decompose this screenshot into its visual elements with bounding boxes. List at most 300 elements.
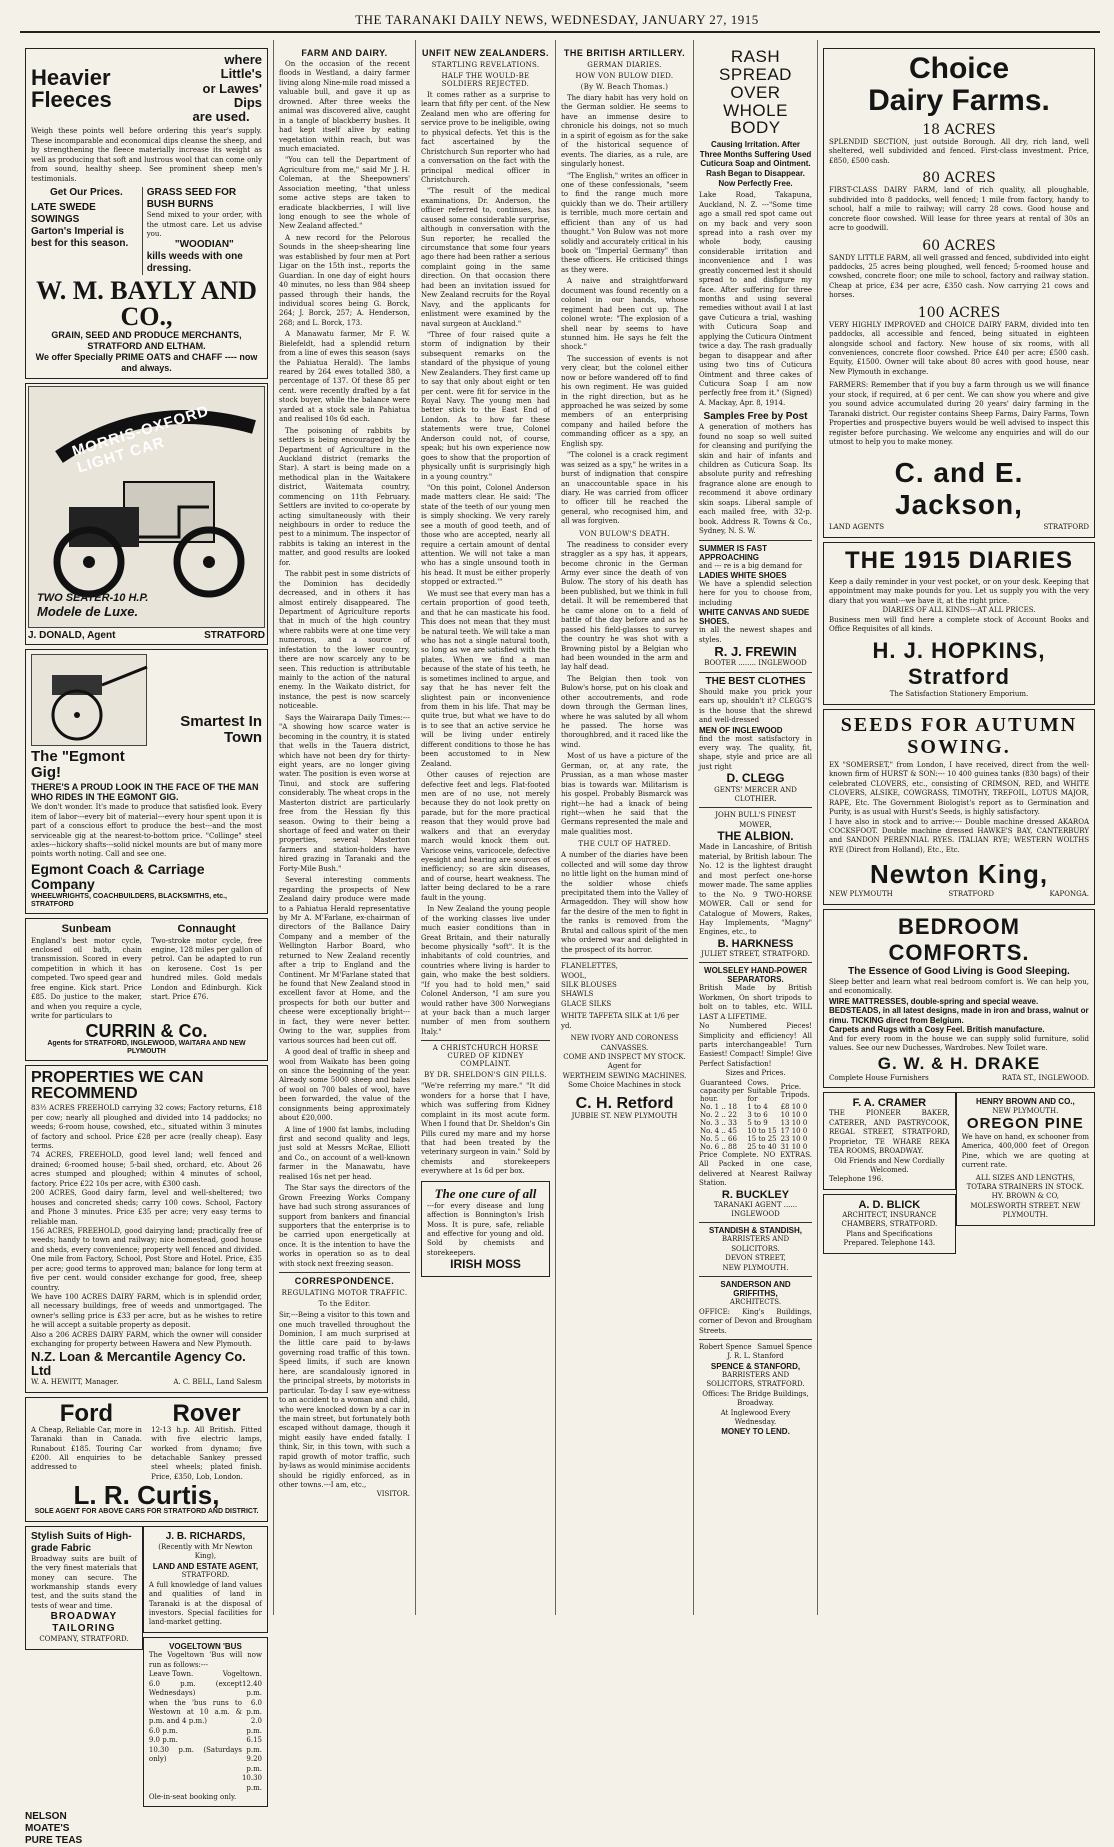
artillery-para-5: "The colonel is a crack regiment was seized as a spy," he writes in a burst of indignation that conspire an unaccountable space in his diary. He was carried from officer to officer till he reached the general, who recognised him, and all was forgiven. bbox=[561, 451, 688, 526]
farm-para-3: A new record for the Pelorous Sounds in the sheep-shearing line was established by four men at Port Ligar on the 15th inst., reports the Guardian. In one day of eight hours 40 minutes, no less than 984 sheep passed through their hands, the individual scores being G. Borck, 264; J. Borck, 257; A. Henderson, 268; and L. Borck, 173. bbox=[279, 233, 410, 327]
bus-body: The Vogeltown 'Bus will now run as follows:--- bbox=[148, 1651, 262, 1669]
sizes-cell: 10 to 15 bbox=[747, 1126, 777, 1135]
curtis-firm: L. R. Curtis, bbox=[73, 1480, 220, 1511]
cuticura-title1: RASH SPREAD bbox=[719, 47, 792, 84]
table-row bbox=[699, 1119, 812, 1127]
car-headline: MORRIS-OXFORD LIGHT CAR bbox=[70, 401, 212, 477]
newton-king-firm: Newton King, bbox=[869, 859, 1049, 890]
sizes-cell: 3 to 6 bbox=[747, 1110, 768, 1119]
property-item-6: Also a 206 ACRES DAIRY FARM, which the owner will consider exchanging for property between Hawera and New Plymouth. bbox=[31, 1330, 262, 1349]
richards-name: J. B. RICHARDS, bbox=[165, 1530, 246, 1542]
irish-moss-top: The one cure of all bbox=[434, 1185, 537, 1201]
gig-headline: The "Egmont Gig! bbox=[31, 747, 125, 782]
unfit-sub1: STARTLING REVELATIONS. bbox=[431, 61, 540, 69]
standish-sub: BARRISTERS AND SOLICITORS. bbox=[721, 1235, 790, 1253]
unfit-para-6: Other causes of rejection are defective feet and legs. Flat-footed men are of no use, not merely because they do not look pretty on parade, but for the more practical reason that they would prove bad walkers and that an everyday march would knock them out. Varicose veins, varicocele, defective eyesight and hearing are sources of inefficiency; so are skin diseases, and of course, heart weakness. The latter being declared to be a rare fault in the young. bbox=[421, 771, 550, 902]
bedroom-body: Sleep better and learn what real bedroom comfort is. We can help you, and economically. bbox=[829, 977, 1089, 996]
clothes-body: Should make you prick your ears up, shouldn't it? CLEGG'S is the house that the shrewd and well-dressed bbox=[699, 687, 812, 725]
richards-place: STRATFORD. bbox=[181, 1571, 230, 1580]
farm-para-1: On the occasion of the recent floods in Westland, a dairy farmer living along Nine-mile road missed a valuable bull, and gave it up as drowned. After three weeks the animal was discovered alive, caught in a tangle of blackberry bushes. It had kept itself alive by eating vegetation within reach, but was much emaciated. bbox=[279, 60, 410, 153]
buckley-sub: TARANAKI AGENT ...... INGLEWOOD bbox=[713, 1200, 798, 1219]
spence-money: MONEY TO LEND. bbox=[721, 1427, 790, 1437]
oregon-sizes: ALL SIZES AND LENGTHS, bbox=[975, 1173, 1075, 1182]
hopkins-sub: The Satisfaction Stationery Emporium. bbox=[889, 690, 1029, 699]
inglewood-body: find the most satisfactory in every way. The quality, fit, shape, style and price are all just right bbox=[699, 734, 812, 771]
brown2-name: HY. BROWN & CO, bbox=[991, 1192, 1060, 1201]
gig-firm-sub: WHEELWRIGHTS, COACHBUILDERS, BLACKSMITHS, etc., STRATFORD bbox=[31, 892, 228, 908]
unfit-para-1: It comes rather as a surprise to learn that fifty per cent. of the New Zealand men who are offering for service prove to be ineligible, owing to physical defects. Yet this is the fact ascertained by the Christchurch Sun reporter who had a conversation on the fact with the principal medical officer in Christchurch. bbox=[421, 91, 550, 184]
jackson-ad bbox=[823, 48, 1095, 538]
table-row bbox=[699, 1143, 812, 1151]
newton-left: NEW PLYMOUTH bbox=[829, 890, 893, 899]
retford-ivory: NEW IVORY AND CORONESS CANVASSES. bbox=[570, 1034, 679, 1052]
artillery-para-3: A naive and straightforward document was found recently on a colonel in our hands, whose regiment had been cut up. The colonel wrote: "The explosion of a shell near by seems to have stunned him. He says he felt the shock." bbox=[561, 277, 688, 352]
bus-time-left-5: 10.30 p.m. (Saturdays only) bbox=[148, 1745, 242, 1764]
jackson-firm: C. and E. Jackson, bbox=[894, 457, 1024, 521]
fleeces-prices: Get Our Prices. bbox=[49, 187, 123, 199]
fleeces-ad bbox=[25, 48, 268, 379]
inglewood-title: MEN OF INGLEWOOD bbox=[699, 725, 783, 735]
artillery-para-2: "The English," writes an officer in one of these confessionals, "seem to find the range much more quickly than we do. Their artillery is terrible, much more certain and efficient than any of us had thought." Von Bulow was not more solidly and accurately critical in his book on "Imperial Germany" than these officers. He criticised things as they were. bbox=[561, 171, 688, 274]
broadway-sub: COMPANY, STRATFORD. bbox=[39, 1635, 129, 1644]
nelson-line3: PURE TEAS bbox=[25, 1835, 83, 1847]
canvas-body: in all the newest shapes and styles. bbox=[699, 626, 812, 644]
broadway-headline: Stylish Suits of High-grade Fabric bbox=[31, 1530, 132, 1554]
mower-top: JOHN BULL'S FINEST MOWER, bbox=[715, 811, 796, 829]
retford-agent: Agent for bbox=[607, 1062, 642, 1071]
fabric-1: FLANELETTES, bbox=[561, 962, 618, 971]
bus-time-left-1: 6.0 p.m. (except Wednesdays) bbox=[148, 1679, 242, 1698]
farm-dairy-article bbox=[279, 60, 410, 1269]
ford-rover-ad bbox=[25, 1397, 268, 1522]
rover-body: 12-13 h.p. All British. Fitted with five electric lamps, worked from dynamo; five detachable Sankey pressed steel wheels; plated finish. Price, £350, Lob, London. bbox=[151, 1425, 262, 1481]
spence-sub: BARRISTERS AND SOLICITORS, STRATFORD. bbox=[706, 1370, 805, 1389]
bus-time-right-3: 2.0 p.m. bbox=[246, 1717, 262, 1735]
sizes-cell: 25 to 40 bbox=[747, 1142, 777, 1151]
farm-body-4: VERY HIGHLY IMPROVED and CHOICE DAIRY FARM, divided into ten paddocks, all accessible and fenced, being situated in eighteen alongside school and factory. New house of six rooms, with all conveniences, concrete floor cowshed. Price £40 per acre; £500 cash. Equity, £1500. Owner will take about 80 acres with good house, near New Plymouth in exchange. bbox=[829, 320, 1089, 376]
properties-ad bbox=[25, 1065, 268, 1392]
artillery-para-1: The diary habit has very hold on the German soldier. He seems to have an immense desire to chronicle his doings, not so much in a spirit of egoism as for the sake of the historical sequence of events. The diaries, as a rule, are singularly honest. bbox=[561, 94, 688, 169]
separator-complete: Price Complete. NO EXTRAS. All Packed in one case, delivered at Nearest Railway Station. bbox=[699, 1150, 812, 1188]
sizes-cell: 1 to 4 bbox=[747, 1102, 768, 1111]
artillery-sub2: HOW VON BULOW DIED. bbox=[575, 72, 674, 80]
horse-cure-body: "We're referring my mare." "It did wonders for a horse that I have, which was suffering from Kidney complaint in its most acute form. When I found that Dr. Sheldon's Gin Pills cured my mare and my horse that had been treated by the veterinary surgeon in vain." Sold by chemists and storekeepers everywhere at 1s 6d per box. bbox=[421, 1082, 550, 1176]
artillery-byline: (By W. Beach Thomas.) bbox=[580, 83, 669, 91]
drake-sub-left: Complete House Furnishers bbox=[829, 1073, 929, 1082]
sizes-head-3: Price. Tripods. bbox=[780, 1082, 810, 1099]
artillery-para-4: The succession of events is not very clear, but the colonel either now or before wandered off to find his own regiment. He was guided in the right direction, but as he approached he was seized by some members of an enterprising company and hailed before the commanding officer as a spy, an English spy. bbox=[561, 354, 688, 448]
masthead-title: THE TARANAKI DAILY NEWS, WEDNESDAY, JANUARY 27, 1915 bbox=[355, 12, 759, 27]
fleeces-grass: GRASS SEED FOR BUSH BURNS bbox=[146, 187, 237, 211]
masthead-rule bbox=[20, 31, 1100, 33]
cramer-phone: Telephone 196. bbox=[829, 1175, 884, 1184]
car-place: STRATFORD bbox=[204, 629, 265, 641]
property-item-3: 200 ACRES, Good dairy farm, level and well-sheltered; two houses and concreted sheds; carry 100 cows. School, Factory and Phone 3 minutes. Price £35 per acre; very easy terms to reliable man. bbox=[31, 1189, 262, 1226]
bedroom-sub: The Essence of Good Living is Good Sleeping. bbox=[848, 965, 1070, 977]
currin-agents: Agents for STRATFORD, INGLEWOOD, WAITARA AND NEW PLYMOUTH bbox=[47, 1039, 246, 1055]
ford-body: A Cheap, Reliable Car, more in Taranaki than in Canada. Runabout £185. Touring Car £200. All enquiries to be addressed to bbox=[31, 1425, 142, 1472]
farm-dairy-title: FARM AND DAIRY. bbox=[301, 48, 388, 58]
retford-firm-sub: JUBBIE ST. NEW PLYMOUTH bbox=[571, 1112, 678, 1121]
cuticura-samples-title: Samples Free by Post bbox=[703, 411, 808, 423]
cramer-sub: THE PIONEER BAKER, CATERER, AND PASTRYCOOK, REGAL STREET, STRATFORD, Proprietor, TE WHARE REKA TEA ROOMS, BROADWAY. bbox=[829, 1109, 950, 1156]
bus-vog: Vogeltown. bbox=[222, 1670, 262, 1679]
summer-2: APPROACHING bbox=[699, 552, 760, 562]
farm-para-2: "You can tell the Department of Agriculture from me," said Mr J. H. Coleman, at the Sheepowners' Association meeting, "that unless some active steps are taken to eradicate blackberries, I will live long enough to see the whole of New Zealand affected." bbox=[279, 156, 410, 231]
horse-cure-sub: BY DR. SHELDON'S GIN PILLS. bbox=[424, 1071, 547, 1080]
farm-para-8: Several interesting comments regarding the prospects of New Zealand dairy produce were made to a Pahiatua Herald representative by Mr A. M'Farlane, ex-chairman of directors of the Ballance Dairy Company and a member of the Wellington Harbor Board, who returned to New Zealand recently after a trip to England and the Continent. Mr M'Farlane stated that he found that New Zealand stood in excellent favor at Home, and the prospects for both our butter and cheese were exceptionally bright---in fact, they were never better. Owing to the war, supplies from various sources had been cut off. bbox=[279, 876, 410, 1045]
column-5 bbox=[694, 40, 818, 1615]
nelson-ad bbox=[25, 1811, 268, 1847]
connaught-body: Two-stroke motor cycle, free engine, 128 miles per gallon of petrol. Can be adapted to run on kerosene. Cost 1s per hundred miles. Gold medals London and Edinburgh. Kick start. Price £76. bbox=[151, 936, 262, 1002]
jackson-sub-left: LAND AGENTS bbox=[829, 523, 885, 532]
sizes-head-1: Guaranteed capacity per hour. bbox=[700, 1078, 744, 1103]
gig-ad bbox=[25, 649, 268, 915]
diaries-body: Keep a daily reminder in your vest pocket, or on your desk. Keeping that appointment may make pounds for you. Let us supply you with the very diary that you want---we have it, at the right price. bbox=[829, 577, 1089, 605]
sizes-head-2: Cows. Suitable for bbox=[747, 1078, 777, 1103]
richards-title: LAND AND ESTATE AGENT, bbox=[152, 1561, 259, 1571]
seeds-title2: SOWING. bbox=[907, 735, 1011, 758]
property-item-4: 156 ACRES, FREEHOLD, good dairying land; practically free of weeds; handy to town and railway; nice homestead, good house and sheds, every convenience; property well fenced and divided. One mile from Factory, School, Post Store and Hotel. Price, £35 per acre; good terms to approved man; balance for long term at five per cent. would consider exchange for good, free, sheep country. bbox=[31, 1226, 262, 1292]
ladies-shoes: LADIES WHITE SHOES bbox=[699, 570, 787, 580]
curtis-sub: SOLE AGENT FOR ABOVE CARS FOR STRATFORD AND DISTRICT. bbox=[34, 1508, 259, 1516]
separator-notes: No Numbered Pieces! Simplicity and efficiency! All parts interchangeable! Turn Easiest! Compact! Simple! Give Perfect Satisfaction! bbox=[699, 1022, 812, 1068]
oregon-totara: TOTARA STRAINERS IN STOCK. bbox=[966, 1182, 1085, 1191]
sizes-cell: No. 6 .. 88 bbox=[700, 1142, 737, 1151]
property-item-1: 83½ ACRES FREEHOLD carrying 32 cows; Factory returns, £18 per cow; nearly all ploughed and divided into 14 paddocks; no weeds; 6-room house, cowshed, etc., situated within 3 minutes of factory and school. Price £28 per acre (really cheap). Easy terms. bbox=[31, 1104, 262, 1151]
brown2-sub: MOLESWORTH STREET. NEW PLYMOUTH. bbox=[970, 1201, 1081, 1220]
cuticura-sub: Causing Irritation. After Three Months Suffering Used Cuticura Soap and Ointment. Rash Began to Disappear. Now Perfectly Free. bbox=[699, 140, 812, 188]
von-bulow-para-3: Most of us have a picture of the German, or, at any rate, the Prussian, as a man whose master bias is towards war. Militarism is his gospel. Probably Bismarck was right---he had a knack of being right---when he said that the Germans represented the male and male qualities most. bbox=[561, 752, 688, 836]
sizes-cell: £8 10 0 bbox=[780, 1102, 808, 1111]
bus-time-left-4: 9.0 p.m. bbox=[148, 1736, 178, 1745]
seeds-arrive: I have also in stock and to arrive:--- Double machine dressed AKAROA COCKSFOOT. Double machine dressed HAWKE'S BAY, CANTERBURY and SANDON PERENNIAL RYES. ITALIAN RYE; WESTERN WOLTHS RYE (Direct from Holland), Etc., Etc. bbox=[829, 817, 1089, 854]
brown-name: HENRY BROWN AND CO., bbox=[975, 1097, 1075, 1107]
fleeces-garton: Garton's Imperial is best for this season. bbox=[31, 226, 129, 250]
table-row bbox=[699, 1135, 812, 1143]
fabric-4: SHAWLS bbox=[561, 990, 594, 999]
farm-para-5: The poisoning of rabbits by settlers is being encouraged by the Department of Agriculture in the Auckland district (remarks the Star). A start is being made on a methodical plan in the Waitakere district, Waitemata country, commencing on 11th February. Settlers are invited to co-operate by acting simultaneously with their neighbours in order to reduce the pest to a minimum. The inspector of rabbits is taking an interest in the matter, and good results are looked for. bbox=[279, 426, 410, 567]
choice-title2: Dairy Farms. bbox=[868, 83, 1050, 117]
nz-loan-manager: W. A. HEWITT, Manager. bbox=[31, 1378, 119, 1387]
cramer-patrons: Old Friends and New Cordially Welcomed. bbox=[834, 1156, 945, 1174]
unfit-title: UNFIT NEW ZEALANDERS. bbox=[422, 48, 549, 58]
retford-inspect: COME AND INSPECT MY STOCK. bbox=[563, 1053, 686, 1061]
farm-body-1: SPLENDID SECTION, just outside Borough. All dry, rich land, well sheltered, well subdivided and fenced. First-class investment. Price, £850, £500 cash. bbox=[829, 138, 1089, 165]
brown-ad bbox=[956, 1092, 1095, 1225]
retford-ad bbox=[561, 962, 688, 1122]
connaught-title: Connaught bbox=[177, 923, 236, 936]
column-3 bbox=[416, 40, 556, 1615]
ladies-body: We have a splendid selection here for you to choose from, including bbox=[699, 579, 812, 607]
bus-time-right-1: 12.40 p.m. bbox=[241, 1679, 262, 1698]
car-illustration bbox=[28, 386, 265, 628]
bedroom-bedsteads: BEDSTEADS, in all latest designs, made in iron and brass, walnut or rimu. TICKING direct from Belgium. bbox=[829, 1006, 1089, 1025]
bus-time-right-4: 6.15 p.m. bbox=[246, 1736, 262, 1754]
seeds-title1: SEEDS FOR AUTUMN bbox=[840, 713, 1078, 736]
sizes-cell: 23 10 0 bbox=[780, 1134, 808, 1143]
spence-right: Samuel Spence bbox=[757, 1342, 812, 1351]
bus-sign: Ole-in-seat booking only. bbox=[148, 1792, 237, 1801]
fleeces-tag1: where Little's bbox=[220, 52, 262, 82]
broadway-ad bbox=[25, 1526, 143, 1650]
ford-title: Ford bbox=[59, 1399, 114, 1427]
sizes-cell: No. 2 .. 22 bbox=[700, 1110, 737, 1119]
retford-firm: C. H. Retford bbox=[575, 1094, 674, 1112]
albion-title: THE ALBION. bbox=[717, 829, 794, 844]
oregon-title: OREGON PINE bbox=[966, 1115, 1084, 1133]
seeds-body: EX "SOMERSET," from London, I have received, direct from the well-known firm of HURST & SON:--- 10 400 guinea tanks (830 bags) of their celebrated CLOVERS, etc., consisting of CRIMSON, RED, and WHITE CLOVERS, ALSIKE, COWGRASS, TIMOTHY, TREFOIL, LOTUS MAJOR, RAPE, Etc. The Government Biologist's report as to Germination and Purity, is as usual with Hurst's Seeds, is highly satisfactory. bbox=[829, 760, 1089, 817]
cycles-ad bbox=[25, 918, 268, 1061]
farm-para-11: The Star says the directors of the Grown Freezing Works Company have had such strong assurances of support from bankers and financial supporters that the enterprise is to be carried upon energetically at once. It is the intention to have the works in operation so as to deal with stock next freezing season. bbox=[279, 1184, 410, 1268]
farm-para-4: A Manawatu farmer, Mr F. W. Bielefeldt, had a splendid return from a line of ewes this season (says the Pahiatua Herald). The lambs reared by 264 ewes totalled 380, a percentage of 137. Of these 85 per cent. were recently drafted by a fat stock buyer, while the balance were yarded at a stock sale in Pahiatua and realised 10s 6d each. bbox=[279, 330, 410, 424]
newton-king-ad bbox=[823, 709, 1095, 905]
bus-time-left-3: 6.0 p.m. bbox=[148, 1726, 178, 1735]
irish-moss-body: ---for every disease and lung affection is Bonnington's Irish Moss. It is pure, safe, reliable and effective for young and old. Sold by chemists and storekeepers. bbox=[427, 1201, 544, 1257]
farm-size-4: 100 ACRES bbox=[917, 304, 1001, 321]
frewin-sub: BOOTER ........ INGLEWOOD bbox=[704, 659, 807, 668]
properties-headline: PROPERTIES WE CAN RECOMMEND bbox=[31, 1069, 204, 1103]
drake-sub-right: RATA ST., INGLEWOOD. bbox=[1001, 1073, 1089, 1082]
fleeces-tag2: or Lawes' Dips bbox=[202, 80, 262, 110]
bus-time-right-2: 6.0 p.m. bbox=[246, 1698, 262, 1717]
sizes-cell: No. 1 .. 18 bbox=[700, 1102, 737, 1111]
bus-time-right-5: 9.20 p.m. bbox=[246, 1755, 262, 1773]
standish-name: STANDISH & STANDISH, bbox=[708, 1226, 803, 1236]
blick-sub: ARCHITECT, INSURANCE CHAMBERS, STRATFORD. bbox=[841, 1210, 938, 1229]
irish-moss-brand: IRISH MOSS bbox=[450, 1257, 521, 1272]
artillery-sub1: GERMAN DIARIES. bbox=[587, 61, 662, 69]
unfit-para-2: "The result of the medical examinations, Dr. Anderson, the officer referred to, continues, has caused some considerable surprise, although in conversation with the Sun reporter, he recalled the circumstance that some four years ago there had been rather a serious complaint going in the same direction. On that occasion there had been an invitation issued for New Zealand recruits for the Royal Navy, and the applicants for enlistment were examined by the naval surgeon at Auckland." bbox=[421, 187, 550, 328]
retford-wertheim: WERTHEIM SEWING MACHINES. bbox=[562, 1071, 687, 1080]
von-bulow-title: VON BULOW'S DEATH. bbox=[579, 529, 670, 538]
hatred-title: THE CULT OF HATRED. bbox=[578, 840, 671, 849]
fleeces-body: Weigh these points well before ordering this year's supply. These incomparable and economical dips cleanse the sheep, and by strengthening the fleece materially increase its weight as well as producing that soft and lustrous wool that can come only from sound, healthy sheep. See prominent sheep men's testimonials. bbox=[31, 127, 262, 183]
spence-left: Robert Spence bbox=[699, 1342, 752, 1351]
cramer-name: F. A. CRAMER bbox=[852, 1097, 927, 1110]
correspondence-body: Sir,---Being a visitor to this town and one much travelled throughout the Dominion, I am much surprised at the little care paid to by-laws governing road traffic of this town. Speed limits, if such are known here, are scandalously ignored in the principal streets, by motorists in particular. To-day I saw eye-witness to an accident to a woman and child, who were knocked down by a car in the main street, but fortunately both escaped without damage, though it might easily have ended fatally. I think, Sir, in this town, with such a rapid growth of motor traffic, such by-laws as would minimise accidents should be rigidly enforced, as in other towns.---I am, etc., bbox=[279, 1311, 410, 1489]
drake-firm: G. W. & H. DRAKE bbox=[877, 1053, 1041, 1073]
standish-place: NEW PLYMOUTH. bbox=[722, 1263, 789, 1272]
artillery-title: THE BRITISH ARTILLERY. bbox=[563, 48, 686, 58]
bayly-firm: W. M. BAYLY AND CO., bbox=[36, 276, 257, 332]
blick-name: A. D. BLICK bbox=[858, 1198, 921, 1211]
correspondence-to: To the Editor. bbox=[318, 1300, 371, 1309]
drake-ad bbox=[823, 909, 1095, 1089]
von-bulow-para-2: The Belgian then took von Bulow's horse, put on his cloak and other accoutrements, and rode down through the German lines, where he was saluted by all whom he passed. The horse was thoroughbred, and it raced like the wind. bbox=[561, 674, 688, 749]
farm-body-2: FIRST-CLASS DAIRY FARM, land of rich quality, all ploughable, subdivided into 8 paddocks, well fenced; 1 mile from factory, handy to school, half a mile to railway; will carry 28 cows. Good house and concrete floor cowshed. Will lease for three years at rental of 30s an acre to goodwill. bbox=[829, 186, 1089, 233]
diaries-kinds: DIARIES OF ALL KINDS---AT ALL PRICES. bbox=[882, 606, 1036, 615]
clegg-name: D. CLEGG bbox=[726, 771, 785, 786]
griffiths-office: OFFICE: King's Buildings, corner of Devon and Brougham Streets. bbox=[699, 1307, 812, 1335]
bus-title: VOGELTOWN 'BUS bbox=[169, 1641, 242, 1651]
newton-mid: STRATFORD bbox=[948, 890, 994, 899]
sizes-cell: 15 to 25 bbox=[747, 1134, 777, 1143]
property-item-5: We have 100 ACRES DAIRY FARM, which is in splendid order, all necessary buildings, free of weeds and unmortgaged. The owner's selling price is £33 per acre, but as he wishes to retire he will accept a suitable property as deposit. bbox=[31, 1293, 262, 1330]
retford-taffeta: WHITE TAFFETA SILK at 1/6 per yd. bbox=[561, 1012, 680, 1030]
fabric-2: WOOL, bbox=[561, 971, 587, 980]
choice-title1: Choice bbox=[908, 52, 1010, 85]
bus-ad bbox=[143, 1637, 268, 1808]
currin-firm: CURRIN & Co. bbox=[85, 1020, 208, 1041]
fleeces-woodian: "WOODIAN" bbox=[174, 239, 234, 251]
bedroom-wire: WIRE MATTRESSES, double-spring and special weave. bbox=[829, 996, 1039, 1006]
table-row bbox=[699, 1111, 812, 1119]
sunbeam-body: England's best motor cycle, enclosed oil bath, chain transmission. Scored in every competition in which it has competed. Two speed gear and free engine. Kick start. Price £85. Do justice to the maker, and when you require a cycle, write for particulars to bbox=[31, 936, 142, 1021]
gig-slogan2: THERE'S A PROUD LOOK IN THE FACE OF THE MAN WHO RIDES IN THE EGMONT GIG. bbox=[31, 781, 259, 803]
farm-para-9: A good deal of traffic in sheep and wool from Waikato has been going on since the beginning of the year. Already some 5000 sheep and bales of wool on 700 bales of wool, have been forwarded, the value of the consignments being approximately about £20,000. bbox=[279, 1048, 410, 1123]
nelson-line1: NELSON bbox=[25, 1811, 67, 1823]
spence-mid: J. R. L. Stanford bbox=[727, 1352, 784, 1361]
sizes-cell: 31 10 0 bbox=[780, 1142, 808, 1151]
spence-offices: Offices: The Bridge Buildings, Broadway. bbox=[702, 1389, 809, 1408]
richards-sub: (Recently with Mr Newton King), bbox=[158, 1542, 253, 1561]
farm-size-2: 80 ACRES bbox=[922, 170, 996, 187]
column-6 bbox=[818, 40, 1100, 1615]
car-caption1: TWO SEATER-10 H.P. bbox=[37, 591, 149, 604]
sizes-cell: No. 4 .. 45 bbox=[700, 1126, 737, 1135]
frewin-name: R. J. FREWIN bbox=[714, 644, 797, 660]
cuticura-title2: OVER WHOLE BODY bbox=[723, 82, 788, 138]
irish-moss-ad bbox=[421, 1181, 550, 1277]
gig-firm: Egmont Coach & Carriage Company bbox=[31, 860, 205, 893]
harkness-name: B. HARKNESS bbox=[717, 937, 794, 950]
retford-wertheim-sub: Some Choice Machines in stock bbox=[568, 1081, 681, 1090]
cramer-ad bbox=[823, 1092, 956, 1190]
richards-ad bbox=[143, 1526, 268, 1633]
spence-note: At Inglewood Every Wednesday. bbox=[720, 1408, 791, 1427]
table-row bbox=[699, 1127, 812, 1135]
artillery-article bbox=[561, 94, 688, 527]
bus-time-left-2: when the 'bus runs to Westown at 10 a.m. & p.m. and 4 p.m.) bbox=[148, 1698, 242, 1726]
hopkins-ad bbox=[823, 542, 1095, 705]
summer-1: SUMMER IS FAST bbox=[699, 543, 768, 553]
sizes-cell: 13 10 0 bbox=[780, 1118, 808, 1127]
bus-time-right-6: 10.30 p.m. bbox=[241, 1774, 262, 1792]
von-bulow-article bbox=[561, 541, 688, 838]
harkness-sub: JULIET STREET, STRATFORD. bbox=[701, 949, 810, 958]
car-ad bbox=[25, 383, 268, 645]
bus-leave: Leave Town. bbox=[148, 1670, 194, 1679]
broadway-firm: BROADWAY TAILORING bbox=[50, 1611, 118, 1635]
unfit-para-4: "On this point, Colonel Anderson made matters clear. He said: 'The state of the teeth of our young men is simply shocking. We very rarely see a mouth of good teeth, and of those who are accepted, nearly all require a certain amount of dental attention. We will not take a man who has a single unsound tooth in his head. It must be either properly stopped or extracted.'" bbox=[421, 483, 550, 587]
hatred-body: A number of the diaries have been collected and will some day throw no little light on the human mind of the soldier whose chiefs precipitated them into the Valley of Armageddon. They will show how far the desire of the men to fight in the ranks is removed from the Brutal and callous spirit of the men who ordered war and delighted in the prospect of its horror. bbox=[561, 851, 688, 954]
fabric-5: GLACE SILKS bbox=[561, 999, 612, 1008]
blick-ad bbox=[823, 1194, 956, 1254]
sizes-cell: No. 5 .. 66 bbox=[700, 1134, 737, 1143]
rover-title: Rover bbox=[172, 1399, 241, 1427]
separator-title: WOLSELEY HAND-POWER SEPARATORS. bbox=[704, 966, 807, 985]
gig-drawing bbox=[32, 655, 152, 745]
diaries-business: Business men will find here a complete stock of Account Books and Office Requisites of all kinds. bbox=[829, 615, 1089, 633]
correspondence-sign: VISITOR. bbox=[376, 1490, 410, 1499]
oregon-body: We have on hand, ex schooner from America, 400,000 feet of Oregon Pine, which we are quoting at current rate. bbox=[961, 1132, 1089, 1170]
unfit-sub2: HALF THE WOULD-BE SOLDIERS REJECTED. bbox=[441, 72, 530, 88]
car-caption2: Modele de Luxe. bbox=[37, 603, 139, 619]
farm-para-6: The rabbit pest in some districts of the Dominion has decidedly decreased, and in others it has almost entirely disappeared. The Department of Agriculture reports that in much of the high country where rabbits were at one time very numerous, and a source of infestation to the lower country, there are now scarcely any to be seen. This reduction is attributable mainly to the action of the natural enemy. In the Waikato district, for instance, the pest is now scarcely noticeable. bbox=[279, 570, 410, 711]
correspondence-title: CORRESPONDENCE. bbox=[294, 1276, 395, 1287]
sizes-cell: 10 10 0 bbox=[780, 1110, 808, 1119]
fleeces-grass-body: Send mixed to your order, with the utmost care. Let us advise you. bbox=[146, 211, 262, 238]
nz-loan-salesman: A. C. BELL, Land Salesm bbox=[173, 1378, 262, 1387]
spence-firm: SPENCE & STANFORD, bbox=[710, 1361, 801, 1371]
bayly-offer: We offer Specially PRIME OATS and CHAFF ---- now and always. bbox=[35, 352, 258, 373]
bedroom-carpets: Carpets and Rugs with a Cosy Feel. British manufacture. bbox=[829, 1025, 1045, 1035]
sizes-cell: 17 10 0 bbox=[780, 1126, 808, 1135]
griffiths-sub: ARCHITECTS. bbox=[729, 1298, 782, 1307]
bayly-sub: GRAIN, SEED AND PRODUCE MERCHANTS, STRATFORD AND ELTHAM. bbox=[51, 330, 242, 352]
gig-illustration bbox=[31, 654, 147, 746]
richards-body: A full knowledge of land values and qualities of land in Taranaki is at the disposal of investors. Special facilities for land-market getting. bbox=[148, 1580, 262, 1627]
unfit-article bbox=[421, 91, 550, 1037]
farm-size-3: 60 ACRES bbox=[922, 237, 996, 254]
von-bulow-para-1: The readiness to consider every straggler as a spy has, it appears, become chronic in the German Army ever since the death of von Bulow. The story of his death has been published, but we think in full detail. It will be remembered that he came alone on to a field of battle of the day before and as he passed his field-glasses to survey the country he was shot with a Browning pistol by a Belgian who had been wounded in the arm and lay half dead. bbox=[561, 540, 688, 672]
cuticura-body: Lake Road, Takapuna, Auckland, N. Z. ---"Some time ago a small red spot came out on my back and very soon spread into a rash over my whole body, causing considerable irritation and inconvenience and I was greatly concerned lest it should spread to and disfigure my face. After suffering for three months and using several remedies without avail I at last gave Cuticura a trial, washing with Cuticura Soap and applying the Cuticura Ointment twice a day. The rash gradually began to disappear and after using two tins of Cuticura Ointment and three cakes of Cuticura Soap I am now perfectly free from it." (Signed) A. Mackay, Apr. 8, 1914. bbox=[699, 191, 812, 407]
horse-cure-title: A CHRISTCHURCH HORSE CURED OF KIDNEY COMPLAINT. bbox=[432, 1044, 539, 1069]
buckley-name: R. BUCKLEY bbox=[721, 1188, 790, 1201]
fleeces-tag3: are used. bbox=[192, 109, 250, 125]
sizes-cell: 5 to 9 bbox=[747, 1118, 768, 1127]
albion-body: Made in Lancashire, of British material, by British labour. The No. 12 is the lightest draught and most perfect one-horse mower made. The same applies to the No. 9 TWO-HORSE MOWER. Call or send for Catalogue of Mowers, Rakes, Hay Implements, "Magny" Engines, etc., to bbox=[699, 843, 812, 937]
separator-sizes-title: Sizes and Prices. bbox=[725, 1069, 786, 1078]
bedroom-carpets-body: And for every room in the house we can supply solid furniture, solid values. See our new Duchesses, Wardrobes. New Toilet ware. bbox=[829, 1034, 1089, 1053]
fleeces-headline: Heavier Fleeces bbox=[31, 64, 112, 112]
bedroom-title: BEDROOM COMFORTS. bbox=[888, 913, 1030, 965]
farm-para-10: A line of 1900 fat lambs, including first and second quality and legs, just sold at Messrs McRae, Elliott and Co., on account of a well-known farmer in the Manawatu, have realised 16s net per head. bbox=[279, 1125, 410, 1181]
car-agent: J. DONALD, Agent bbox=[28, 629, 116, 641]
sizes-cell: No. 3 .. 33 bbox=[700, 1118, 737, 1127]
correspondence-sub: REGULATING MOTOR TRAFFIC. bbox=[281, 1289, 408, 1298]
unfit-para-5: We must see that every man has a certain proportion of good teeth, and that he can masticate his food. This does not mean that they must be natural teeth. We will take a man who has not a single natural tooth, so long as we are satisfied with the plates. When we find a man because of the state of his teeth, he is sometimes inclined to argue, and say that he has never felt the slightest pain or inconvenience from them in his life. That may be quite true, but what we have to do is to see that an active service he will be living under entirely different conditions to those he has been accustomed to in New Zealand. bbox=[421, 589, 550, 768]
clothes-title: THE BEST CLOTHES bbox=[705, 675, 806, 687]
clegg-sub: GENTS' MERCER AND CLOTHIER. bbox=[714, 785, 797, 803]
unfit-para-3: "Three of four raised quite a storm of indignation by their subsequent remarks on the standard of the physique of young New Zealanders. They first came up to say that only about eight or ten per cent. were fit for service in the Royal Navy. The young men had better stick to the East End of London. As to how far these statements were true, Colonel Anderson could not, of course, speak; but his own experience now goes to show that the proportion of physically unfit is surprisingly high in a young country." bbox=[421, 330, 550, 481]
unfit-para-7: In New Zealand the young people of the working classes live under much easier conditions than in Great Britain, and their naturally become physically "soft". It is the inhabitants of cold countries, and countries where living is harder to gain, who make the best soldiers. "If you had to hold men," said Colonel Anderson, "I am sure you would rather have 300 Norwegians at your back than a much larger number of men from southern Italy." bbox=[421, 905, 550, 1036]
griffiths-name: SANDERSON AND GRIFFITHS, bbox=[720, 1280, 791, 1299]
farm-body-3: SANDY LITTLE FARM, all well grassed and fenced, subdivided into eight paddocks, 25 acres being ploughed, well fenced; 5-roomed house and cowshed, concrete floor; one mile to school, factory and railway station. Cheap at price, £34 per acre, £350 cash. Now carrying 21 cows and horses. bbox=[829, 253, 1089, 300]
broadway-body: Broadway suits are built of the very finest materials that money can secure. The workmanship stands every test, and the suits stand the tests of wear and time. bbox=[31, 1554, 137, 1610]
newton-right: KAPONGA. bbox=[1049, 890, 1089, 899]
column-4 bbox=[556, 40, 694, 1615]
blick-plans: Plans and Specifications Prepared. Telephone 143. bbox=[843, 1229, 936, 1248]
fabric-3: SILK BLOUSES bbox=[561, 980, 617, 989]
nz-loan-firm: N.Z. Loan & Mercantile Agency Co. Ltd bbox=[31, 1348, 246, 1378]
brown-place: NEW PLYMOUTH. bbox=[992, 1106, 1059, 1115]
jackson-farmers: FARMERS: Remember that if you buy a farm through us we will finance your stock, if required, at 6 per cent. We can show you where and give you sound advice accumulated during 20 years' dairy farming in the Taranaki district. Our register contains Sheep Farms, Dairy Farms, Town Properties and prospective buyers would be well advised to inspect this register before purchasing. We welcome any enquiries and will do our utmost to help you to make money. bbox=[829, 381, 1089, 446]
masthead bbox=[0, 0, 1114, 34]
sunbeam-title: Sunbeam bbox=[61, 923, 112, 936]
separator-body: British Made by British Workmen, On short tripods to bolt on to tables, etc. WILL LAST A LIFETIME. bbox=[699, 984, 812, 1021]
gig-slogan1: Smartest In Town bbox=[180, 712, 262, 747]
fleeces-woodian-body: kills weeds with one dressing. bbox=[146, 251, 243, 275]
hopkins-firm: H. J. HOPKINS, Stratford bbox=[872, 638, 1046, 690]
column-2 bbox=[274, 40, 416, 1615]
cuticura-samples-body: A generation of mothers has found no soap so well suited for cleansing and purifying the skin and hair of infants and children as Cuticura Soap. Its absolute purity and refreshing fragrance alone are enough to recommend it above ordinary skin soaps. Liberal sample of each mailed free, with 32-p. book. Address R. Towns & Co., Sydney, N. S. W. bbox=[699, 423, 812, 536]
standish-street: DEVON STREET, bbox=[725, 1254, 786, 1263]
nelson-line2: MOATE'S bbox=[25, 1823, 70, 1835]
jackson-sub-right: STRATFORD bbox=[1043, 523, 1089, 532]
fleeces-swede: LATE SWEDE SOWINGS bbox=[31, 202, 96, 226]
farm-para-7: Says the Wairarapa Daily Times:---"A showing how scarce water is becoming in the country, it is stated that wells in the Tauera district, which have not been dry for thirty-eight years, are no longer giving water. The position is even worse at Tinui, and stock are suffering considerably. The wheat crops in the Masterton district are particularly free from the Hessian fly this season. Owing to their being a shortage of feed and water on their properties, several Masterton farmers and station-holders have hired grazing in Taranaki and the Forty-Mile Bush." bbox=[279, 713, 410, 873]
gig-body: We don't wonder. It's made to produce that satisfied look. Every item of labor---every bit of material---every hour spent upon it is part of a conscious effort to produce the best---and the most serviceable gig at the nearest-to-bottom price. "Collinge" steel axles---hickory shafts---solid nickel mounts are but of many more points worth noting. Call and see one. bbox=[31, 803, 262, 859]
diaries-title: THE 1915 DIARIES bbox=[844, 546, 1074, 574]
table-row bbox=[699, 1103, 812, 1111]
column-1 bbox=[20, 40, 274, 1847]
farm-size-1: 18 ACRES bbox=[922, 122, 996, 138]
separator-sizes-table bbox=[699, 1079, 812, 1151]
property-item-2: 74 ACRES, FREEHOLD, good level land; well fenced and drained; 6-roomed house; 5-bail shed, orchard, etc. About 26 acres stumped and ploughed; within 4 minutes of school, factory. Price £22 10s per acre, with £300 cash. bbox=[31, 1151, 262, 1188]
summer-body: and --- re is a big demand for bbox=[699, 561, 803, 570]
